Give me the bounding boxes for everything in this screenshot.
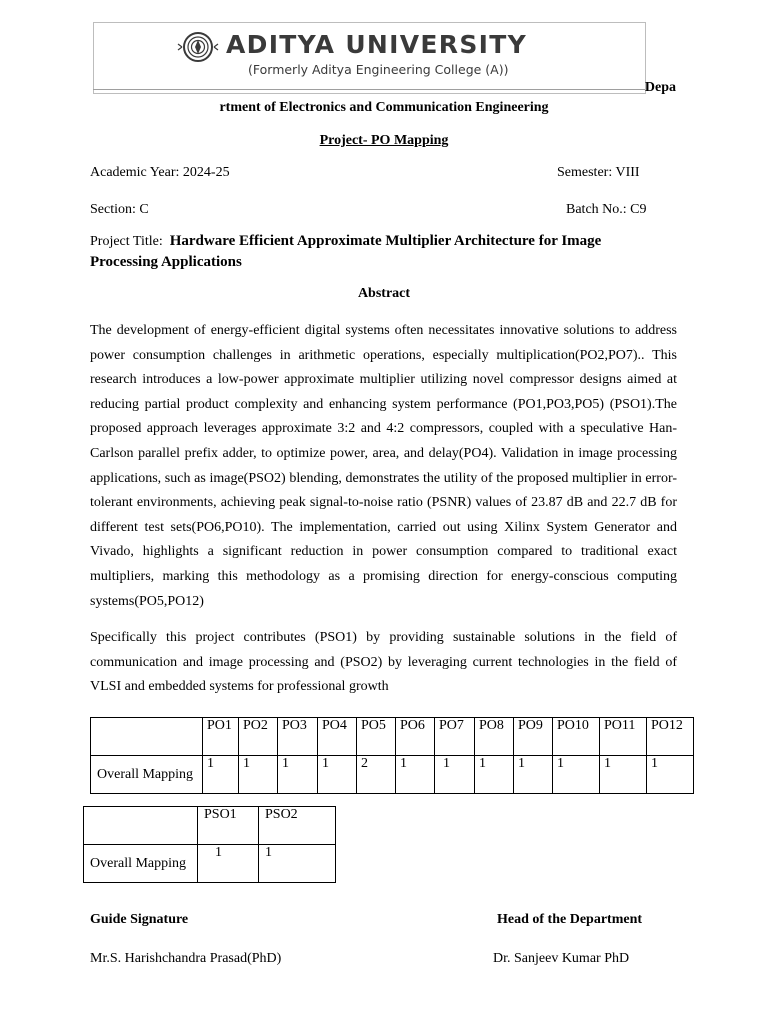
po-header-cell: PO1 bbox=[203, 718, 239, 756]
po-value-cell: 1 bbox=[600, 756, 647, 794]
po-value-cell: 1 bbox=[475, 756, 514, 794]
po-value-cell: 1 bbox=[203, 756, 239, 794]
batch-number: Batch No.: C9 bbox=[566, 202, 647, 217]
project-title-line1: Hardware Efficient Approximate Multiplier Architecture for Image bbox=[169, 233, 602, 249]
header-divider bbox=[93, 89, 645, 90]
po-value-cell: 1 bbox=[553, 756, 600, 794]
po-value-cell: 1 bbox=[647, 756, 694, 794]
po-row-label: Overall Mapping bbox=[91, 756, 203, 794]
project-title bbox=[90, 231, 680, 273]
po-value-cell: 1 bbox=[318, 756, 357, 794]
department-heading-part1: Depa bbox=[644, 80, 676, 95]
po-header-cell: PO10 bbox=[553, 718, 600, 756]
pso-value-cell: 1 bbox=[259, 845, 336, 883]
po-value-cell: 1 bbox=[278, 756, 318, 794]
abstract-paragraph: The development of energy-efficient digital systems often necessitates innovative solutions to address power consumption challenges in arithmetic operations, especially multiplication(PO2,PO7).. This research introduces a low-power approximate multiplier utilizing novel compressor designs aimed at reducing partial product complexity and enhancing system performance (PO1,PO3,PO5) (PSO1).The proposed approach leverages approximate 3:2 and 4:2 compressors, coupled with a speculative Han-Carlson parallel prefix adder, to optimize power, area, and delay(PO4). Validation in image processing applications, such as image(PSO2) blending, demonstrates the utility of the proposed multiplier in error-tolerant environments, achieving peak signal-to-noise ratio (PSNR) values of 23.87 dB and 22.7 dB for different test sets(PO6,PO10). The implementation, carried out using Xilinx System Generator and Vivado, highlights a significant reduction in power consumption compared to traditional exact multipliers, marking this methodology as a promising direction for energy-conscious computing systems(PO5,PO12) bbox=[90, 323, 677, 609]
pso-header-cell: PSO2 bbox=[259, 807, 336, 845]
po-header-cell: PO7 bbox=[435, 718, 475, 756]
guide-signature-label: Guide Signature bbox=[90, 912, 189, 927]
po-header-cell: PO11 bbox=[600, 718, 647, 756]
po-header-cell: PO8 bbox=[475, 718, 514, 756]
section: Section: C bbox=[90, 202, 149, 217]
pso-mapping-table bbox=[83, 806, 336, 883]
po-value-cell: 1 bbox=[514, 756, 553, 794]
guide-name: Mr.S. Harishchandra Prasad(PhD) bbox=[90, 951, 282, 966]
pso-header-cell: PSO1 bbox=[198, 807, 259, 845]
pso-corner-cell bbox=[84, 807, 198, 845]
university-seal-icon bbox=[176, 31, 220, 63]
po-header-cell: PO12 bbox=[647, 718, 694, 756]
department-heading-part2: rtment of Electronics and Communication Engineering bbox=[219, 100, 549, 115]
pso-value-cell: 1 bbox=[198, 845, 259, 883]
po-value-cell: 2 bbox=[357, 756, 396, 794]
hod-signature-label: Head of the Department bbox=[497, 912, 643, 927]
po-value-cell: 1 bbox=[396, 756, 435, 794]
document-title: Project- PO Mapping bbox=[319, 133, 449, 148]
academic-year: Academic Year: 2024-25 bbox=[90, 165, 230, 180]
po-header-cell: PO6 bbox=[396, 718, 435, 756]
po-header-cell: PO3 bbox=[278, 718, 318, 756]
hod-name: Dr. Sanjeev Kumar PhD bbox=[493, 951, 630, 966]
abstract-heading: Abstract bbox=[357, 286, 411, 301]
pso-values-row bbox=[84, 845, 336, 883]
semester: Semester: VIII bbox=[557, 165, 640, 180]
po-values-row bbox=[91, 756, 694, 794]
po-value-cell: 1 bbox=[239, 756, 278, 794]
university-subtitle: (Formerly Aditya Engineering College (A)) bbox=[248, 62, 509, 77]
contribution-paragraph: Specifically this project contributes (PSO1) by providing sustainable solutions in the field of communication and image processing and (PSO2) by leveraging current technologies in the field of VLSI and embedded systems for professional growth bbox=[90, 630, 677, 695]
po-header-cell: PO2 bbox=[239, 718, 278, 756]
university-name: ADITYA UNIVERSITY bbox=[226, 30, 527, 59]
pso-row-label: Overall Mapping bbox=[84, 845, 198, 883]
po-header-cell: PO5 bbox=[357, 718, 396, 756]
pso-header-row bbox=[84, 807, 336, 845]
po-header-cell: PO9 bbox=[514, 718, 553, 756]
po-header-row bbox=[91, 718, 694, 756]
po-corner-cell bbox=[91, 718, 203, 756]
po-value-cell: 1 bbox=[435, 756, 475, 794]
project-title-label: Project Title: bbox=[90, 234, 163, 249]
po-header-cell: PO4 bbox=[318, 718, 357, 756]
project-title-line2: Processing Applications bbox=[90, 254, 242, 270]
po-mapping-table bbox=[90, 717, 694, 794]
